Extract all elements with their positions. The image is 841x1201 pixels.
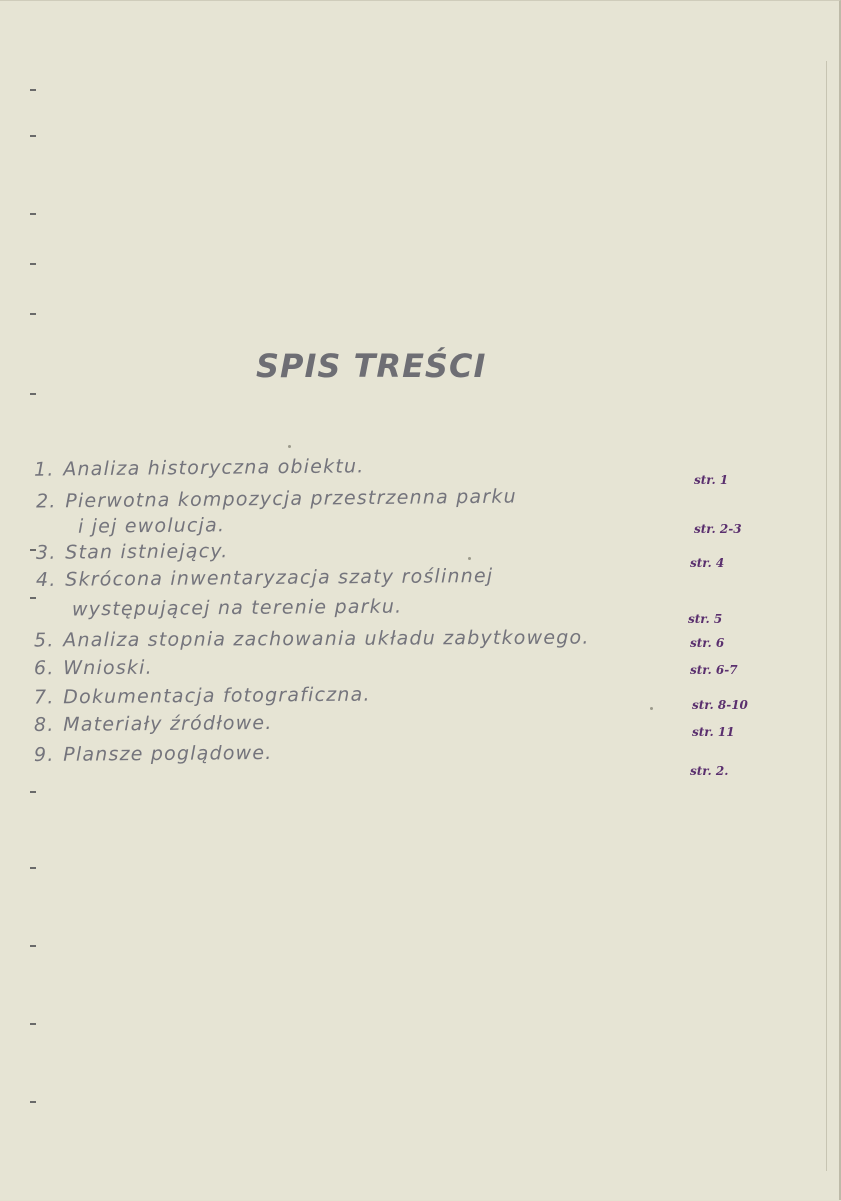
toc-entry-5	[34, 627, 590, 652]
toc-number: 2.	[35, 490, 57, 513]
toc-text: Skrócona inwentaryzacja szaty roślinnej	[65, 565, 494, 591]
toc-page-ref: str. 2-3	[694, 522, 742, 536]
toc-entry-4-continued	[72, 596, 403, 621]
toc-entry-3	[36, 540, 229, 564]
toc-page-ref: str. 6-7	[690, 663, 738, 677]
toc-entry-7	[34, 684, 371, 709]
toc-text: Pierwotna kompozycja przestrzenna parku	[65, 485, 517, 513]
toc-number: 4.	[35, 568, 57, 591]
toc-page-ref: str. 4	[690, 556, 725, 570]
toc-entry-2-continued	[78, 514, 225, 538]
table-of-contents	[0, 1, 841, 1201]
toc-entry-1	[34, 455, 365, 480]
toc-page-ref: str. 11	[692, 725, 735, 739]
toc-entry-2	[36, 485, 517, 512]
toc-text: występującej na terenie parku.	[71, 595, 403, 621]
toc-number: 1.	[33, 458, 55, 481]
toc-text: i jej ewolucja.	[77, 514, 226, 538]
toc-text: Materiały źródłowe.	[63, 711, 273, 736]
toc-entry-9	[34, 742, 273, 766]
toc-text: Stan istniejący.	[65, 540, 229, 564]
toc-number: 7.	[33, 686, 55, 709]
toc-number: 8.	[33, 713, 55, 737]
toc-page-ref: str. 5	[688, 612, 723, 626]
toc-page-ref: str. 8-10	[692, 698, 748, 712]
page-title: SPIS TREŚCI	[256, 347, 487, 385]
toc-text: Dokumentacja fotograficzna.	[63, 683, 371, 709]
toc-entry-8	[34, 712, 273, 736]
toc-text: Analiza historyczna obiektu.	[63, 455, 365, 481]
toc-page-ref: str. 6	[690, 636, 725, 650]
toc-number: 9.	[33, 743, 55, 767]
toc-text: Wnioski.	[63, 656, 153, 680]
toc-number: 3.	[35, 541, 57, 564]
toc-number: 5.	[33, 629, 55, 652]
toc-text: Plansze poglądowe.	[63, 741, 273, 766]
toc-text: Analiza stopnia zachowania układu zabytkowego.	[63, 626, 590, 652]
toc-number: 6.	[33, 657, 55, 680]
toc-entry-4	[36, 565, 493, 591]
toc-page-ref: str. 2.	[690, 764, 729, 778]
toc-page-ref: str. 1	[694, 473, 729, 487]
toc-entry-6	[34, 657, 153, 680]
